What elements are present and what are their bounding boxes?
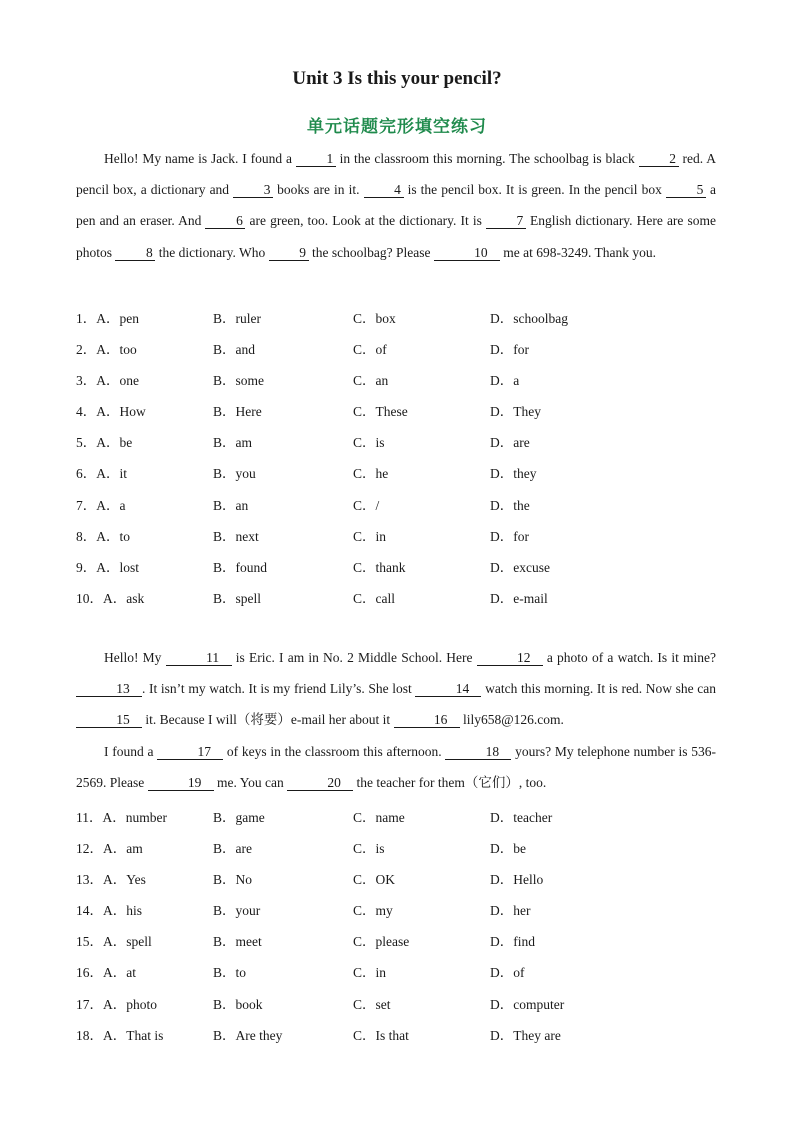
blank-1: 1 (296, 151, 336, 167)
passage-text: I found a (104, 743, 158, 759)
question-row (76, 899, 716, 930)
question-row (76, 431, 716, 462)
passage-text: me at 698-3249. Thank you. (499, 244, 656, 260)
blank-13: 13 (76, 681, 142, 697)
option-c: C．an (353, 373, 389, 389)
question-list-2 (76, 806, 716, 1055)
option-c: C．/ (353, 497, 380, 513)
blank-4: 4 (364, 182, 404, 198)
blank-3: 3 (233, 182, 273, 198)
question-row (76, 806, 716, 837)
option-a: 2．A．too (76, 342, 137, 358)
option-b: B．found (213, 559, 267, 575)
option-d: D．a (490, 373, 520, 389)
passage-text: is Eric. I am in No. 2 Middle School. Here (231, 650, 477, 665)
passage-text: yours? My telephone number is 536-2569. Please (76, 743, 716, 790)
blank-2: 2 (639, 151, 679, 167)
option-a: 11．A．number (76, 810, 167, 825)
option-d: D．They (490, 404, 541, 420)
passage-text: books are in it. (273, 182, 364, 198)
option-d: D．be (490, 841, 526, 857)
blank-16: 16 (394, 712, 460, 728)
option-b: B．next (213, 528, 259, 544)
passage-2-paragraph-2 (76, 736, 716, 798)
option-c: C．set (353, 996, 391, 1012)
option-c: C．in (353, 965, 387, 981)
question-row (76, 400, 716, 431)
passage-text: watch this morning. It is red. Now she can (481, 681, 717, 697)
blank-19: 19 (148, 775, 214, 791)
option-a: 14．A．his (76, 903, 143, 919)
passage-text: of keys in the classroom this afternoon. (223, 743, 446, 759)
option-b: B．you (213, 466, 256, 482)
blank-17: 17 (157, 744, 223, 760)
option-b: B．Here (213, 404, 262, 420)
option-b: B．to (213, 965, 247, 981)
blank-14: 14 (415, 681, 481, 697)
passage-text: lily658@126.com. (459, 712, 564, 728)
question-row (76, 338, 716, 369)
blank-15: 15 (76, 712, 142, 728)
passage-text: it. Because I will（将要）e-mail her about it (142, 712, 394, 728)
option-c: C．thank (353, 559, 406, 575)
option-d: D．e-mail (490, 590, 548, 606)
option-b: B．game (213, 810, 265, 825)
option-b: B．meet (213, 934, 262, 950)
passage-text: Hello! My (104, 650, 166, 665)
option-c: C．in (353, 528, 387, 544)
blank-11: 11 (166, 650, 232, 666)
option-b: B．book (213, 996, 263, 1012)
passage-text: a pen and an eraser. And (76, 182, 716, 229)
option-a: 4．A．How (76, 404, 146, 420)
question-row (76, 494, 716, 525)
option-d: D．are (490, 435, 530, 451)
option-d: D．for (490, 528, 529, 544)
option-d: D．find (490, 934, 535, 950)
option-d: D．excuse (490, 559, 550, 575)
option-a: 16．A．at (76, 965, 136, 981)
page-subtitle: 单元话题完形填空练习 (307, 117, 487, 137)
blank-12: 12 (477, 650, 543, 666)
option-b: B．spell (213, 590, 262, 606)
option-d: D．they (490, 466, 537, 482)
question-row (76, 1024, 716, 1055)
blank-10: 10 (434, 245, 500, 261)
option-d: D．computer (490, 996, 565, 1012)
passage-2 (76, 642, 716, 798)
option-a: 17．A．photo (76, 996, 157, 1012)
option-c: C．he (353, 466, 389, 482)
option-d: D．the (490, 497, 530, 513)
option-a: 9．A．lost (76, 559, 140, 575)
passage-text: a photo of a watch. Is it mine? (542, 650, 716, 665)
option-b: B．are (213, 841, 252, 857)
question-row (76, 868, 716, 899)
option-a: 3．A．one (76, 373, 139, 389)
blank-5: 5 (666, 182, 706, 198)
option-d: D．teacher (490, 810, 553, 825)
passage-1-paragraph (76, 143, 716, 268)
passage-text: Hello! My name is Jack. I found a (104, 151, 296, 166)
blank-6: 6 (205, 213, 245, 229)
passage-text: the schoolbag? Please (308, 244, 434, 260)
passage-text: English dictionary. Here are some photos (76, 213, 716, 260)
blank-20: 20 (287, 775, 353, 791)
passage-text: me. You can (213, 774, 288, 790)
question-row (76, 369, 716, 400)
option-a: 10．A．ask (76, 590, 145, 606)
option-a: 18．A．That is (76, 1027, 164, 1043)
blank-18: 18 (445, 744, 511, 760)
passage-text: is the pencil box. It is green. In the pencil box (403, 182, 666, 198)
option-b: B．No (213, 872, 253, 888)
passage-text: red. A pencil box, a dictionary and (76, 151, 716, 198)
option-b: B．and (213, 342, 255, 358)
option-a: 15．A．spell (76, 934, 152, 950)
option-c: C．my (353, 903, 393, 919)
option-c: C．box (353, 311, 396, 326)
passage-text: . It isn’t my watch. It is my friend Lily’s. She lost (142, 681, 416, 697)
question-row (76, 587, 716, 618)
option-a: 13．A．Yes (76, 872, 146, 888)
option-c: C．is (353, 435, 385, 451)
option-c: C．These (353, 404, 408, 420)
passage-text: are green, too. Look at the dictionary. It is (245, 213, 486, 229)
option-c: C．name (353, 810, 405, 825)
option-c: C．call (353, 590, 395, 606)
option-a: 5．A．be (76, 435, 133, 451)
question-row (76, 930, 716, 961)
question-row (76, 837, 716, 868)
question-row (76, 525, 716, 556)
option-c: C．Is that (353, 1027, 409, 1043)
option-d: D．her (490, 903, 531, 919)
question-row (76, 462, 716, 493)
option-a: 12．A．am (76, 841, 143, 857)
blank-9: 9 (269, 245, 309, 261)
blank-8: 8 (115, 245, 155, 261)
option-c: C．of (353, 342, 387, 358)
option-b: B．your (213, 903, 261, 919)
passage-1 (76, 143, 716, 268)
passage-2-paragraph-1 (76, 642, 716, 736)
passage-text: the dictionary. Who (155, 244, 269, 260)
question-row (76, 307, 716, 338)
option-c: C．please (353, 934, 410, 950)
passage-text: the teacher for them（它们）, too. (353, 774, 547, 790)
option-a: 6．A．it (76, 466, 128, 482)
option-d: D．Hello (490, 872, 544, 888)
option-c: C．is (353, 841, 385, 857)
option-b: B．Are they (213, 1027, 283, 1043)
option-c: C．OK (353, 872, 396, 888)
blank-7: 7 (486, 213, 526, 229)
option-d: D．They are (490, 1027, 561, 1043)
option-d: D．schoolbag (490, 311, 568, 326)
option-b: B．ruler (213, 311, 261, 326)
option-a: 1．A．pen (76, 311, 139, 326)
option-d: D．of (490, 965, 525, 981)
option-a: 8．A．to (76, 528, 130, 544)
option-b: B．an (213, 497, 249, 513)
passage-text: in the classroom this morning. The schoolbag is black (335, 151, 639, 166)
option-a: 7．A．a (76, 497, 126, 513)
option-d: D．for (490, 342, 529, 358)
question-row (76, 961, 716, 992)
page-title: Unit 3 Is this your pencil? (292, 68, 502, 89)
question-list-1 (76, 307, 716, 618)
question-row (76, 993, 716, 1024)
option-b: B．am (213, 435, 252, 451)
option-b: B．some (213, 373, 265, 389)
question-row (76, 556, 716, 587)
